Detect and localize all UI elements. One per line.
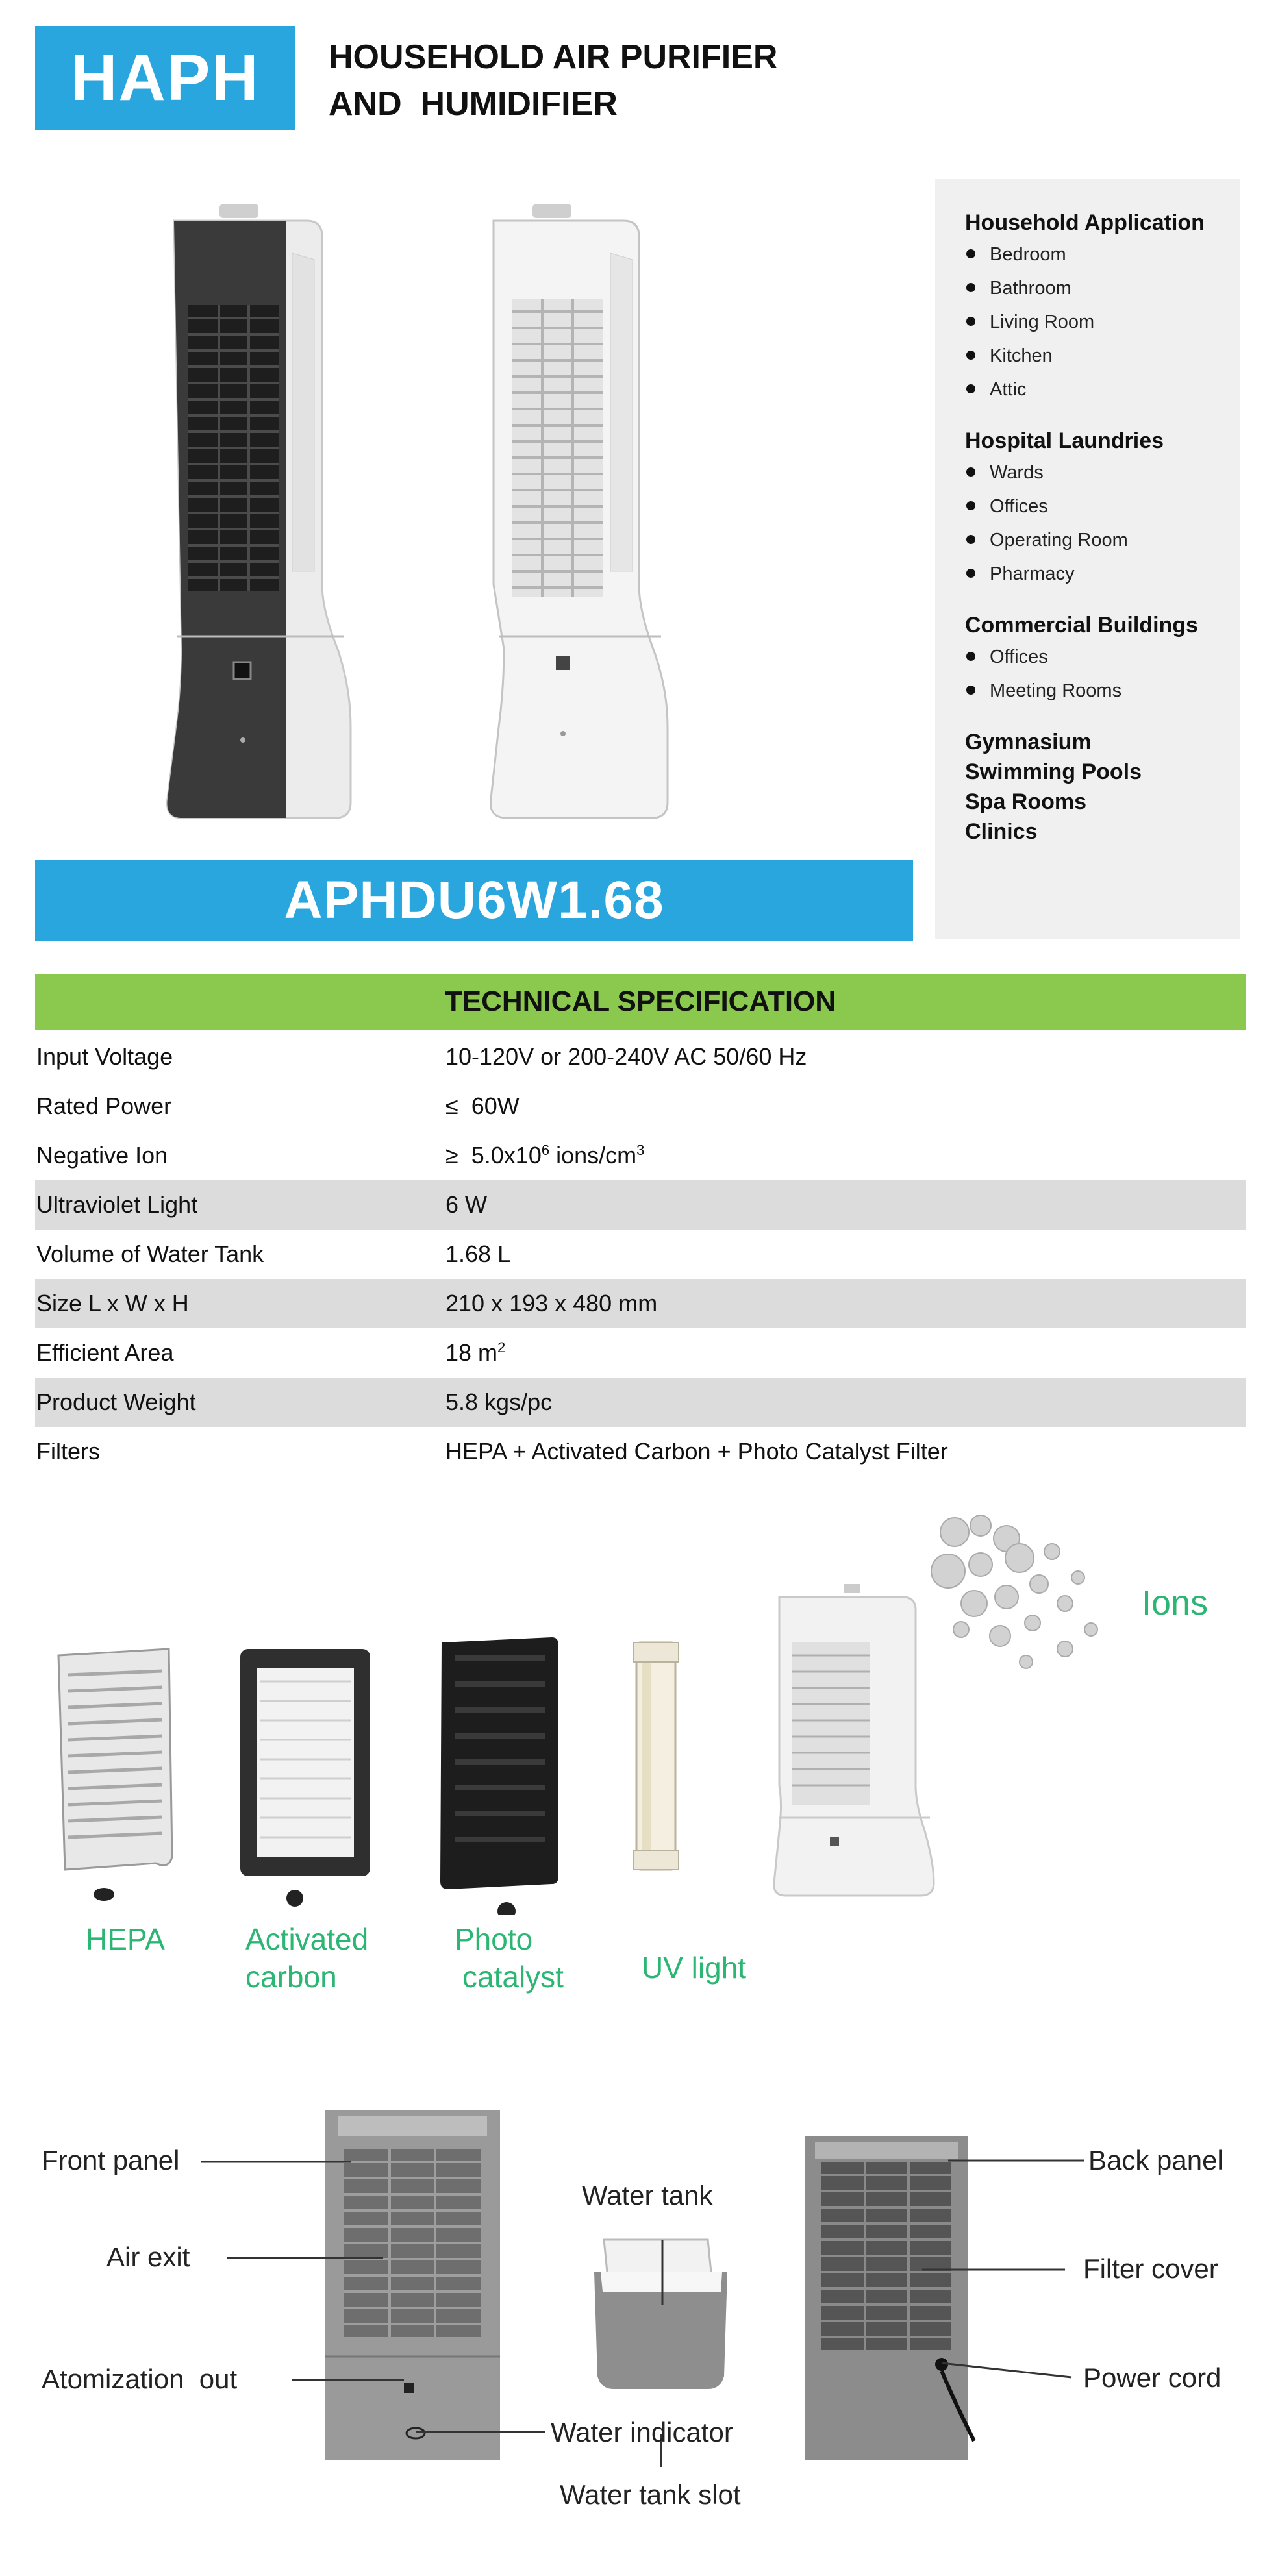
spec-value: ≤ 60W bbox=[445, 1093, 520, 1119]
part-label-power-cord: Power cord bbox=[1083, 2362, 1222, 2393]
photo-catalyst-filter-illustration bbox=[440, 1637, 558, 1915]
title-line-2: AND HUMIDIFIER bbox=[329, 85, 618, 123]
spec-label: Negative Ion bbox=[36, 1142, 168, 1169]
component-label-line: catalyst bbox=[462, 1960, 564, 1994]
spec-exponent: 6 bbox=[541, 1142, 550, 1158]
app-other-item: Clinics bbox=[965, 819, 1038, 844]
app-group-household bbox=[965, 208, 1227, 406]
purifier-unit-illustration bbox=[774, 1584, 934, 1896]
app-item: Meeting Rooms bbox=[965, 674, 1227, 708]
part-label-atomization-out: Atomization out bbox=[42, 2364, 238, 2394]
component-label-ions: Ions bbox=[1142, 1583, 1209, 1622]
back-view-unit bbox=[805, 2136, 974, 2460]
spec-exponent: 2 bbox=[497, 1339, 506, 1356]
spec-value: 210 x 193 x 480 mm bbox=[445, 1290, 658, 1317]
applications-panel bbox=[935, 179, 1240, 939]
spec-heading-bar bbox=[35, 974, 1246, 1030]
spec-value: HEPA + Activated Carbon + Photo Catalyst Filter bbox=[445, 1438, 948, 1465]
model-number: APHDU6W1.68 bbox=[284, 871, 664, 930]
spec-row bbox=[35, 1427, 1246, 1476]
part-label-water-tank: Water tank bbox=[582, 2180, 713, 2211]
part-label-water-tank-slot: Water tank slot bbox=[560, 2479, 741, 2510]
spec-value: 1.68 L bbox=[445, 1241, 511, 1267]
app-item: Offices bbox=[965, 640, 1227, 674]
spec-label: Size L x W x H bbox=[36, 1290, 189, 1317]
app-item: Pharmacy bbox=[965, 557, 1227, 591]
spec-value-unit: ions/cm bbox=[549, 1142, 637, 1169]
component-label-hepa: HEPA bbox=[86, 1922, 165, 1956]
spec-label: Ultraviolet Light bbox=[36, 1191, 198, 1218]
app-group-heading: Hospital Laundries bbox=[965, 428, 1164, 453]
part-label-front-panel: Front panel bbox=[42, 2145, 180, 2175]
part-label-filter-cover: Filter cover bbox=[1083, 2253, 1218, 2284]
app-group-hospital bbox=[965, 426, 1227, 591]
app-item: Bedroom bbox=[965, 238, 1227, 271]
part-label-back-panel: Back panel bbox=[1088, 2145, 1223, 2175]
hepa-filter-illustration bbox=[58, 1649, 172, 1901]
spec-row bbox=[35, 1082, 1246, 1131]
spec-value: 10-120V or 200-240V AC 50/60 Hz bbox=[445, 1043, 807, 1070]
app-item: Kitchen bbox=[965, 339, 1227, 373]
component-label-photo bbox=[455, 1920, 564, 1996]
app-item: Attic bbox=[965, 373, 1227, 406]
water-tank-illustration bbox=[594, 2240, 727, 2389]
part-label-water-indicator: Water indicator bbox=[551, 2417, 733, 2447]
spec-row bbox=[35, 1131, 1246, 1180]
spec-row bbox=[35, 1378, 1246, 1427]
spec-exponent: 3 bbox=[636, 1142, 645, 1158]
uv-light-illustration bbox=[633, 1642, 679, 1870]
app-group-other bbox=[965, 727, 1227, 847]
app-group-heading: Household Application bbox=[965, 210, 1205, 235]
spec-row bbox=[35, 1279, 1246, 1328]
dark-unit-illustration bbox=[167, 204, 351, 818]
filter-components-illustration bbox=[39, 1513, 1260, 1915]
spec-row bbox=[35, 1328, 1246, 1378]
component-label-line: Activated bbox=[245, 1922, 369, 1956]
app-group-commercial bbox=[965, 610, 1227, 708]
white-unit-illustration bbox=[491, 204, 668, 818]
spec-table bbox=[35, 1032, 1246, 1476]
spec-row bbox=[35, 1180, 1246, 1230]
spec-heading: TECHNICAL SPECIFICATION bbox=[444, 985, 836, 1017]
spec-label: Input Voltage bbox=[36, 1043, 173, 1070]
spec-label: Efficient Area bbox=[36, 1339, 174, 1366]
spec-value bbox=[445, 1142, 1246, 1169]
spec-row bbox=[35, 1230, 1246, 1279]
spec-value: 6 W bbox=[445, 1191, 488, 1218]
activated-carbon-filter-illustration bbox=[240, 1649, 370, 1907]
product-photo bbox=[156, 195, 792, 831]
app-item: Living Room bbox=[965, 305, 1227, 339]
component-label-line: Photo bbox=[455, 1922, 533, 1956]
app-item: Operating Room bbox=[965, 523, 1227, 557]
app-other-item: Swimming Pools bbox=[965, 760, 1142, 784]
spec-value-main: 18 m bbox=[445, 1339, 498, 1366]
spec-label: Rated Power bbox=[36, 1093, 172, 1119]
component-label-line: carbon bbox=[245, 1960, 337, 1994]
front-view-unit bbox=[325, 2110, 500, 2460]
spec-label: Volume of Water Tank bbox=[36, 1241, 264, 1267]
spec-label: Product Weight bbox=[36, 1389, 196, 1415]
brand-logo-text: HAPH bbox=[70, 41, 260, 114]
app-item: Offices bbox=[965, 489, 1227, 523]
brand-logo bbox=[35, 26, 295, 130]
component-label-uv: UV light bbox=[642, 1951, 747, 1985]
part-label-air-exit: Air exit bbox=[106, 2242, 190, 2272]
spec-label: Filters bbox=[36, 1438, 100, 1465]
spec-value: 5.8 kgs/pc bbox=[445, 1389, 553, 1415]
app-group-heading: Commercial Buildings bbox=[965, 613, 1198, 638]
app-other-item: Gymnasium bbox=[965, 730, 1092, 754]
model-banner bbox=[35, 860, 913, 941]
title-line-1: HOUSEHOLD AIR PURIFIER bbox=[329, 38, 778, 76]
spec-row bbox=[35, 1032, 1246, 1082]
ions-bubbles-illustration bbox=[931, 1515, 1097, 1668]
app-other-item: Spa Rooms bbox=[965, 789, 1087, 814]
app-item: Bathroom bbox=[965, 271, 1227, 305]
app-item: Wards bbox=[965, 456, 1227, 489]
component-label-activated bbox=[245, 1920, 368, 1996]
parts-diagram-illustration bbox=[0, 2077, 1278, 2545]
spec-value bbox=[445, 1339, 1246, 1367]
spec-value-main: ≥ 5.0x10 bbox=[445, 1142, 542, 1169]
document-title bbox=[329, 34, 777, 127]
